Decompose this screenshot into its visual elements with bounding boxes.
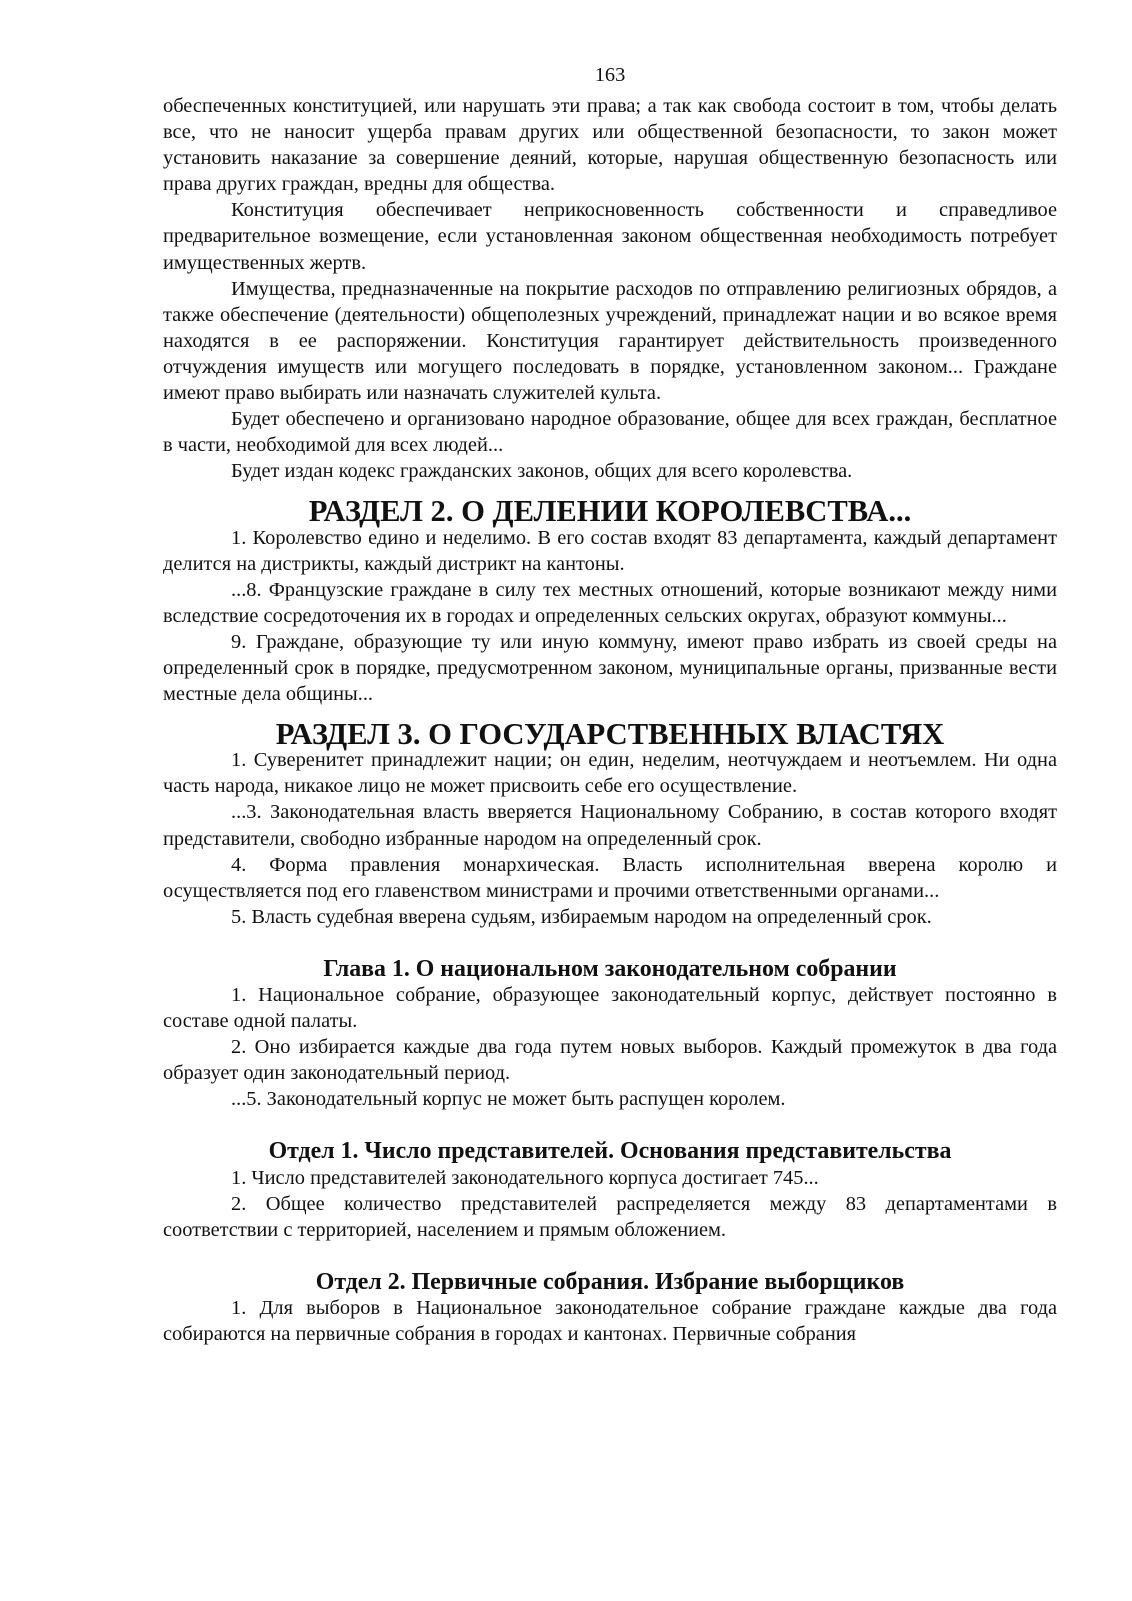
paragraph: обеспеченных конституцией, или нарушать эти права; а так как свобода состоит в том, чтобы делать все, что не наносит ущерба правам других или общественной безопасности, то закон может установить наказание за совершение деяний, которые, нарушая общественную безопасность или права других граждан, вредны для общества. bbox=[163, 95, 1057, 196]
paragraph: Имущества, предназначенные на покрытие расходов по отправлению религиозных обрядов, а также обеспечение (деятельности) общеполезных учреждений, принадлежат нации и во всякое время находятся в ее распоряжении. Конституция гарантирует действительность произведенного отчуждения имуществ или могущего последовать в порядке, установленном законом... Граждане имеют право выбирать или назначать служителей культа. bbox=[163, 277, 1057, 405]
paragraph: 1. Суверенитет принадлежит нации; он един, неделим, неотчуждаем и неотъемлем. Ни одна часть народа, никакое лицо не может присвоить себе его осуществление. bbox=[163, 749, 1057, 798]
paragraph: ...8. Французские граждане в силу тех местных отношений, которые возникают между ними вследствие сосредоточения их в городах и определенных сельских округах, образуют коммуны... bbox=[163, 578, 1057, 627]
paragraph: Будет издан кодекс гражданских законов, общих для всего королевства. bbox=[231, 460, 853, 483]
subsection-heading: Отдел 1. Число представителей. Основания представительства bbox=[268, 1138, 952, 1165]
chapter-heading: Глава 1. О национальном законодательном собрании bbox=[323, 955, 897, 982]
section-heading: РАЗДЕЛ 2. О ДЕЛЕНИИ КОРОЛЕВСТВА... bbox=[308, 494, 912, 529]
paragraph: 5. Власть судебная вверена судьям, избираемым народом на определенный срок. bbox=[231, 905, 932, 928]
paragraph: 1. Число представителей законодательного корпуса достигает 745... bbox=[231, 1166, 819, 1189]
subsection-heading: Отдел 2. Первичные собрания. Избрание выборщиков bbox=[315, 1268, 905, 1295]
paragraph: 1. Национальное собрание, образующее законодательный корпус, действует постоянно в составе одной палаты. bbox=[163, 984, 1057, 1033]
paragraph: Будет обеспечено и организовано народное образование, общее для всех граждан, бесплатное в части, необходимой для всех людей... bbox=[163, 408, 1057, 457]
page-number: 163 bbox=[594, 64, 626, 86]
paragraph: 4. Форма правления монархическая. Власть исполнительная вверена королю и осуществляется под его главенством министрами и прочими ответственными органами... bbox=[163, 853, 1057, 902]
paragraph: 9. Граждане, образующие ту или иную коммуну, имеют право избрать из своей среды на определенный срок в порядке, предусмотренном законом, муниципальные органы, призванные вести местные дела общины... bbox=[163, 630, 1057, 706]
paragraph: 1. Для выборов в Национальное законодательное собрание граждане каждые два года собираются на первичные собрания в городах и кантонах. Первичные собрания bbox=[163, 1296, 1057, 1346]
document-page bbox=[163, 62, 1057, 1347]
paragraph: ...3. Законодательная власть вверяется Национальному Собранию, в состав которого входят представители, свободно избранные народом на определенный срок. bbox=[163, 801, 1057, 850]
paragraph: 1. Королевство едино и неделимо. В его состав входят 83 департамента, каждый департамент делится на дистрикты, каждый дистрикт на кантоны. bbox=[163, 526, 1057, 575]
section-heading: РАЗДЕЛ 3. О ГОСУДАРСТВЕННЫХ ВЛАСТЯХ bbox=[275, 717, 945, 752]
paragraph: Конституция обеспечивает неприкосновенность собственности и справедливое предварительное возмещение, если установленная законом общественная необходимость потребует имущественных жертв. bbox=[163, 199, 1057, 274]
paragraph: 2. Оно избирается каждые два года путем новых выборов. Каждый промежуток в два года образует один законодательный период. bbox=[163, 1036, 1057, 1085]
paragraph: ...5. Законодательный корпус не может быть распущен королем. bbox=[231, 1088, 786, 1111]
paragraph: 2. Общее количество представителей распределяется между 83 департаментами в соответствии с территорией, населением и прямым обложением. bbox=[163, 1192, 1057, 1241]
